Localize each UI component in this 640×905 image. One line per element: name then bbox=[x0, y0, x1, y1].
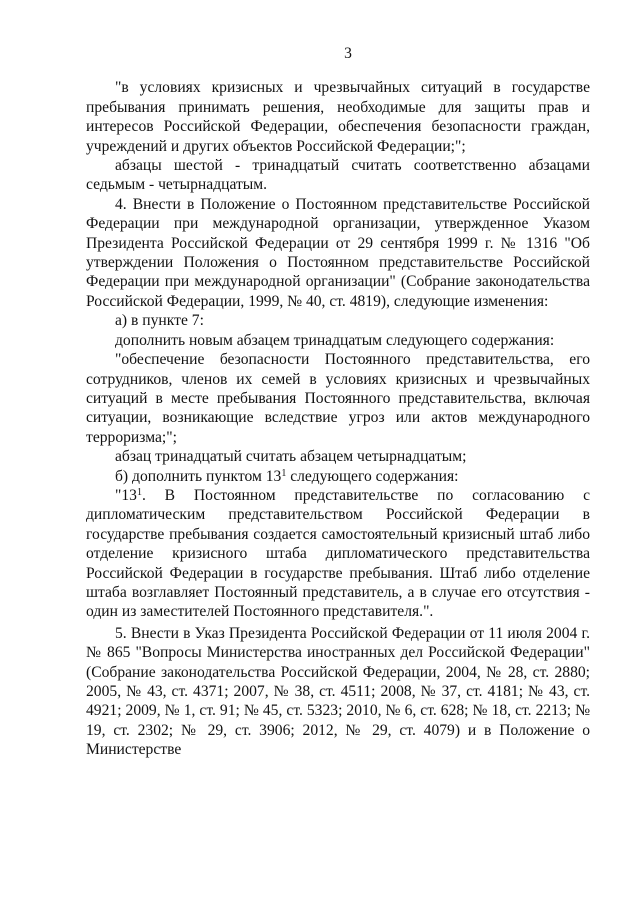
page-number: 3 bbox=[344, 45, 352, 62]
paragraph-item-5: 5. Внести в Указ Президента Российской Федерации от 11 июля 2004 г. № 865 "Вопросы Министерства иностранных дел Российской Федерации" (Собрание законодательства Российской Федерации, 2004, № 28, ст. 2880; 2005, № 43, ст. 4371; 2007, № 38, ст. 4511; 2008, № 37, ст. 4181; № 43, ст. 4921; 2009, № 1, ст. 91; № 45, ст. 5323; 2010, № 6, ст. 628; № 18, ст. 2213; № 19, ст. 2302; № 29, ст. 3906; 2012, № 29, ст. 4079) и в Положение о Министерстве bbox=[86, 624, 590, 759]
paragraph-item-13-1 bbox=[86, 486, 590, 622]
paragraph-quote-security: "обеспечение безопасности Постоянного представительства, его сотрудников, членов их семей в условиях кризисных и чрезвычайных ситуаций в месте пребывания Постоянного представительства, включая ситуации, возникающие вследствие угроз или актов международного терроризма;"; bbox=[86, 351, 590, 446]
paragraph-subitem-a: а) в пункте 7: bbox=[115, 312, 204, 330]
paragraph-renumber-2: абзац тринадцатый считать абзацем четырнадцатым; bbox=[115, 448, 467, 466]
paragraph-add-abzac: дополнить новым абзацем тринадцатым следующего содержания: bbox=[115, 331, 555, 349]
paragraph-13-1-start: "13 bbox=[115, 486, 137, 504]
superscript: 1 bbox=[136, 486, 142, 498]
paragraph-item-4: 4. Внести в Положение о Постоянном представительстве Российской Федерации при международной организации, утвержденное Указом Президента Российской Федерации от 29 сентября 1999 г. № 1316 "Об утверждении Положения о Постоянном представительстве Российской Федерации при международной организации" (Собрание законодательства Российской Федерации, 1999, № 40, ст. 4819), следующие изменения: bbox=[86, 195, 590, 310]
paragraph-renumber-1: абзацы шестой - тринадцатый считать соответственно абзацами седьмым - четырнадцатым. bbox=[86, 157, 590, 194]
paragraph-subitem-b-text: б) дополнить пунктом 13 bbox=[115, 467, 282, 485]
paragraph-subitem-b bbox=[86, 467, 590, 486]
paragraph-subitem-b-text-end: следующего содержания: bbox=[286, 467, 459, 485]
paragraph-13-1-text: . В Постоянном представительстве по согласованию с дипломатическим представительством Российской Федерации в государстве пребывания создается самостоятельный кризисный штаб либо отделение кризисного штаба дипломатического представительства Российской Федерации в государстве пребывания. Штаб либо отделение штаба возглавляет Постоянный представитель, а в случае его отсутствия - один из заместителей Постоянного представителя.". bbox=[86, 486, 590, 621]
superscript: 1 bbox=[281, 467, 287, 479]
paragraph-quote-crisis: "в условиях кризисных и чрезвычайных ситуаций в государстве пребывания принимать решения, необходимые для защиты прав и интересов Российской Федерации, обеспечения безопасности граждан, учреждений и других объектов Российской Федерации;"; bbox=[86, 79, 590, 155]
